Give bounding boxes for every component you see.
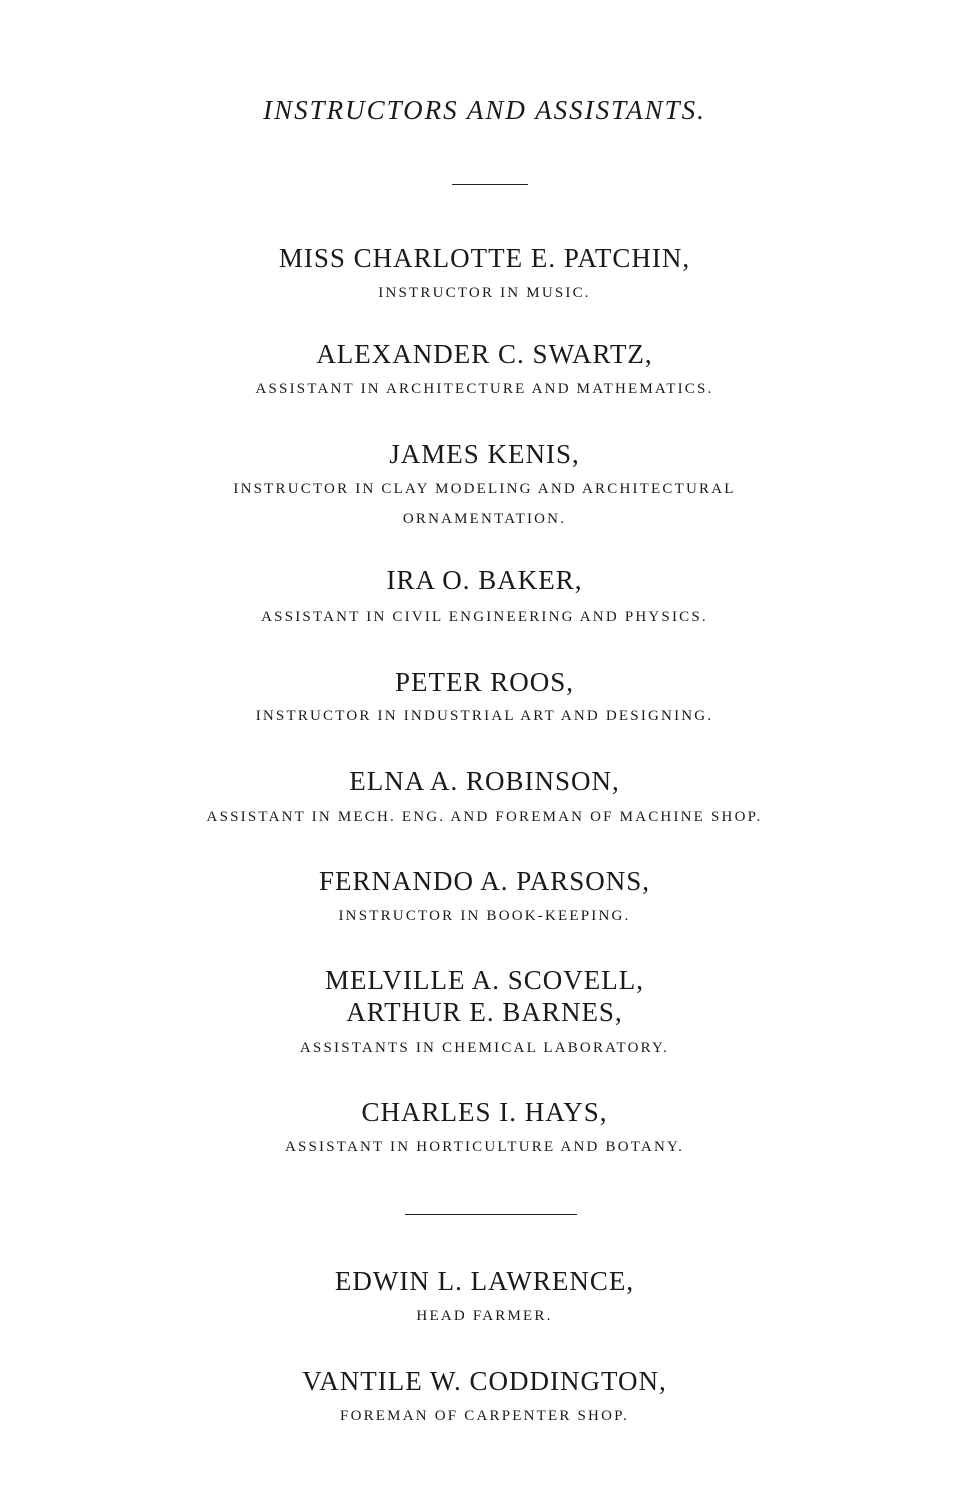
staff-name: ALEXANDER C. SWARTZ, <box>316 339 653 369</box>
staff-name: ARTHUR E. BARNES, <box>346 997 623 1027</box>
staff-title: ASSISTANTS IN CHEMICAL LABORATORY. <box>299 1040 670 1056</box>
staff-title-continued: ORNAMENTATION. <box>402 511 567 527</box>
staff-name: JAMES KENIS, <box>389 439 580 469</box>
staff-name: MELVILLE A. SCOVELL, <box>325 965 644 995</box>
staff-title: INSTRUCTOR IN CLAY MODELING AND ARCHITECTURAL <box>233 481 736 497</box>
staff-name: MISS CHARLOTTE E. PATCHIN, <box>278 243 691 273</box>
staff-name: IRA O. BAKER, <box>386 565 583 595</box>
staff-title: ASSISTANT IN MECH. ENG. AND FOREMAN OF MACHINE SHOP. <box>206 809 763 825</box>
staff-title: FOREMAN OF CARPENTER SHOP. <box>340 1408 629 1424</box>
page-heading: INSTRUCTORS AND ASSISTANTS. <box>263 95 706 125</box>
staff-title: INSTRUCTOR IN INDUSTRIAL ART AND DESIGNING. <box>255 708 714 724</box>
staff-title: HEAD FARMER. <box>416 1308 553 1324</box>
staff-title: INSTRUCTOR IN MUSIC. <box>378 285 591 301</box>
staff-name: CHARLES I. HAYS, <box>361 1097 608 1127</box>
staff-name: PETER ROOS, <box>394 667 575 697</box>
staff-title: ASSISTANT IN ARCHITECTURE AND MATHEMATICS. <box>255 381 714 397</box>
staff-name: VANTILE W. CODDINGTON, <box>302 1366 667 1396</box>
staff-title: ASSISTANT IN CIVIL ENGINEERING AND PHYSICS. <box>261 609 708 625</box>
staff-title: INSTRUCTOR IN BOOK-KEEPING. <box>338 908 631 924</box>
staff-name: EDWIN L. LAWRENCE, <box>334 1266 635 1296</box>
top-divider <box>452 184 528 185</box>
staff-name: FERNANDO A. PARSONS, <box>318 866 651 896</box>
staff-name: ELNA A. ROBINSON, <box>349 766 620 796</box>
staff-title: ASSISTANT IN HORTICULTURE AND BOTANY. <box>284 1139 685 1155</box>
section-divider <box>405 1214 577 1215</box>
